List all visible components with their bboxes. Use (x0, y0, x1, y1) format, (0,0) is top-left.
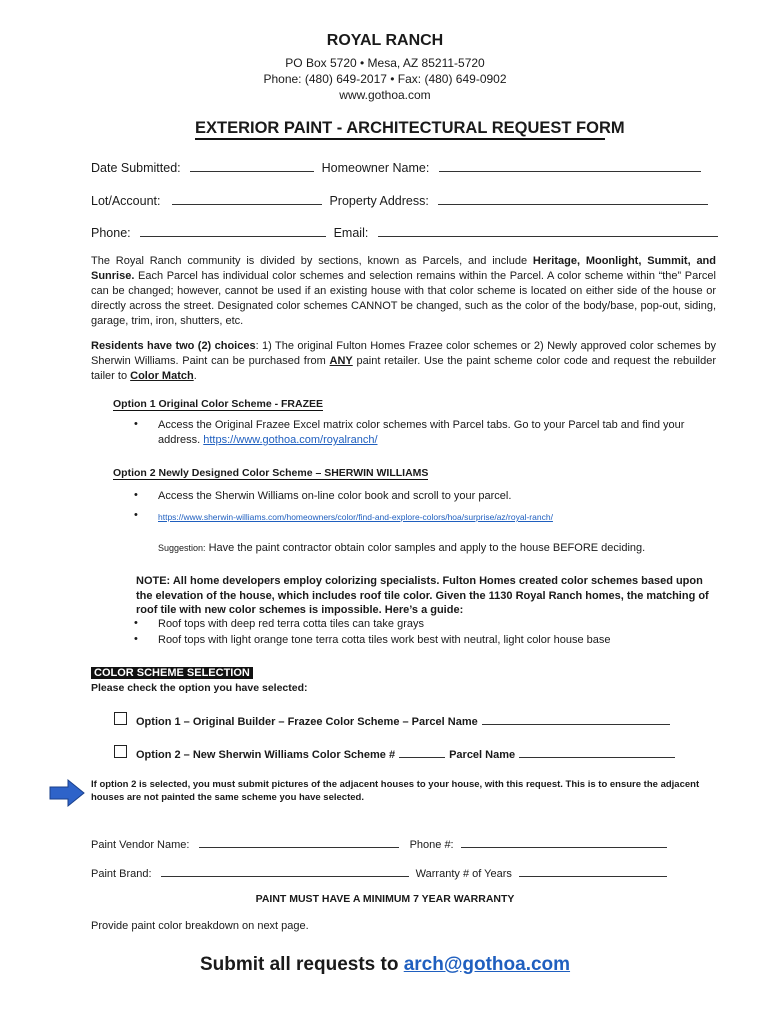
phone-field[interactable] (140, 224, 326, 237)
footer (0, 954, 770, 976)
brand-row (91, 864, 667, 880)
paint-brand-label: Paint Brand: (91, 868, 152, 880)
option2-line (136, 747, 675, 761)
bullet: • (134, 489, 138, 501)
warranty-notice: PAINT MUST HAVE A MINIMUM 7 YEAR WARRANTY (255, 893, 515, 905)
vendor-name-field[interactable] (199, 835, 399, 848)
email-field[interactable] (378, 224, 718, 237)
option2-label: Option 2 – New Sherwin Williams Color Scheme # (136, 749, 396, 761)
intro-text-a: The Royal Ranch community is divided by sections, known as Parcels, and include (91, 255, 533, 267)
any-emphasis: ANY (329, 355, 353, 367)
breakdown-note: Provide paint color breakdown on next page. (91, 920, 309, 932)
choices-text-c: . (193, 370, 197, 382)
field-row-3 (91, 224, 718, 240)
note-bullet2: Roof tops with light orange tone terra cotta tiles work best with neutral, light color house base (158, 634, 611, 646)
option2-warning: If option 2 is selected, you must submit pictures of the adjacent houses to your house, with this request. This is to ensure the adjacent houses are not painted the same scheme you have selected. (91, 779, 700, 803)
option2-link[interactable]: https://www.sherwin-williams.com/homeowners/color/find-and-explore-colors/hoa/surprise/az/royal-ranch/ (158, 512, 553, 522)
choices-text-a: : 1) The original Fulton Homes Frazee color schemes or 2) Newly approved color schemes by Sherwin Williams. Paint can be purchased from (91, 340, 717, 367)
option1-bullet (158, 418, 718, 448)
color-match-emphasis: Color Match (130, 370, 194, 382)
vendor-phone-label: Phone #: (409, 839, 454, 851)
suggestion-label: Suggestion: (158, 543, 206, 553)
note-paragraph: NOTE: All home developers employ colorizing specialists. Fulton Homes created color schemes based upon the elevation of the house, which includes roof tile color. Given the 1130 Royal Ranch homes, the matching of roof tile with new color schemes is impossible. Here’s a guide: (136, 575, 709, 616)
intro-paragraph (91, 254, 716, 329)
homeowner-name-field[interactable] (439, 159, 701, 172)
field-row-2 (91, 192, 708, 208)
suggestion-text: Have the paint contractor obtain color samples and apply to the house BEFORE deciding. (205, 542, 646, 554)
footer-email-link[interactable]: arch@gothoa.com (403, 954, 571, 975)
option1-bullet-text: Access the Original Frazee Excel matrix color schemes with Parcel tabs. Go to your Parcel tab and find your address. (158, 419, 685, 446)
option1-label: Option 1 – Original Builder – Frazee Color Scheme – Parcel Name (136, 716, 478, 728)
option1-heading: Option 1 Original Color Scheme - FRAZEE (113, 398, 324, 410)
option2-parcel-field[interactable] (519, 747, 675, 758)
option2-parcel-label: Parcel Name (449, 749, 516, 761)
option2-heading: Option 2 Newly Designed Color Scheme – SHERWIN WILLIAMS (113, 467, 429, 479)
email-label: Email: (333, 226, 369, 240)
vendor-phone-field[interactable] (461, 835, 667, 848)
bullet: • (134, 509, 138, 521)
paint-brand-field[interactable] (161, 864, 409, 877)
footer-text: Submit all requests to (199, 954, 404, 975)
form-title: EXTERIOR PAINT - ARCHITECTURAL REQUEST FORM (195, 119, 605, 140)
suggestion (158, 542, 645, 554)
option1-line (136, 714, 670, 728)
choices-text-b: paint retailer. Use the paint scheme color code and request the rebuilder tailer to (91, 355, 717, 382)
phone-label: Phone: (91, 226, 131, 240)
warranty-field[interactable] (519, 864, 667, 877)
homeowner-name-label: Homeowner Name: (321, 161, 430, 175)
parcel-names: Heritage, Moonlight, Summit, and Sunrise. (91, 255, 716, 282)
choices-paragraph (91, 339, 716, 384)
option2-checkbox[interactable] (114, 745, 127, 758)
option2-bullet1: Access the Sherwin Williams on-line color book and scroll to your parcel. (158, 490, 512, 502)
arrow-right-icon (48, 778, 86, 808)
date-submitted-label: Date Submitted: (91, 161, 181, 175)
date-submitted-field[interactable] (190, 159, 314, 172)
option1-link[interactable]: https://www.gothoa.com/royalranch/ (203, 434, 378, 446)
lot-account-field[interactable] (172, 192, 322, 205)
color-scheme-selection-heading: COLOR SCHEME SELECTION (91, 667, 253, 679)
property-address-label: Property Address: (329, 194, 429, 208)
vendor-row (91, 835, 667, 851)
field-row-1 (91, 159, 701, 175)
property-address-field[interactable] (438, 192, 708, 205)
org-website[interactable]: www.gothoa.com (339, 88, 431, 102)
warranty-label: Warranty # of Years (415, 868, 512, 880)
lot-account-label: Lot/Account: (91, 194, 161, 208)
option1-parcel-field[interactable] (482, 714, 670, 725)
bullet: • (134, 633, 138, 645)
org-phone-fax: Phone: (480) 649-2017 • Fax: (480) 649-0902 (263, 72, 507, 86)
option1-checkbox[interactable] (114, 712, 127, 725)
option2-scheme-field[interactable] (399, 747, 445, 758)
bullet: • (134, 617, 138, 629)
org-name: ROYAL RANCH (326, 32, 444, 49)
org-address: PO Box 5720 • Mesa, AZ 85211-5720 (285, 56, 485, 70)
vendor-name-label: Paint Vendor Name: (91, 839, 190, 851)
note-bullet1: Roof tops with deep red terra cotta tiles can take grays (158, 618, 424, 630)
selection-instruction: Please check the option you have selected: (91, 682, 308, 694)
intro-text-b: Each Parcel has individual color schemes and selection remains within the Parcel. A color scheme within “the” Parcel can be changed; however, cannot be used if an existing house with that color scheme is located on either side of the house or directly across the street. Designated color schemes CANNOT be changed, such as the color of the body/base, pop-out, siding, garage, trim, iron, shutters, etc. (91, 270, 716, 327)
choices-lead: Residents have two (2) choices (91, 340, 256, 352)
bullet: • (134, 418, 138, 430)
